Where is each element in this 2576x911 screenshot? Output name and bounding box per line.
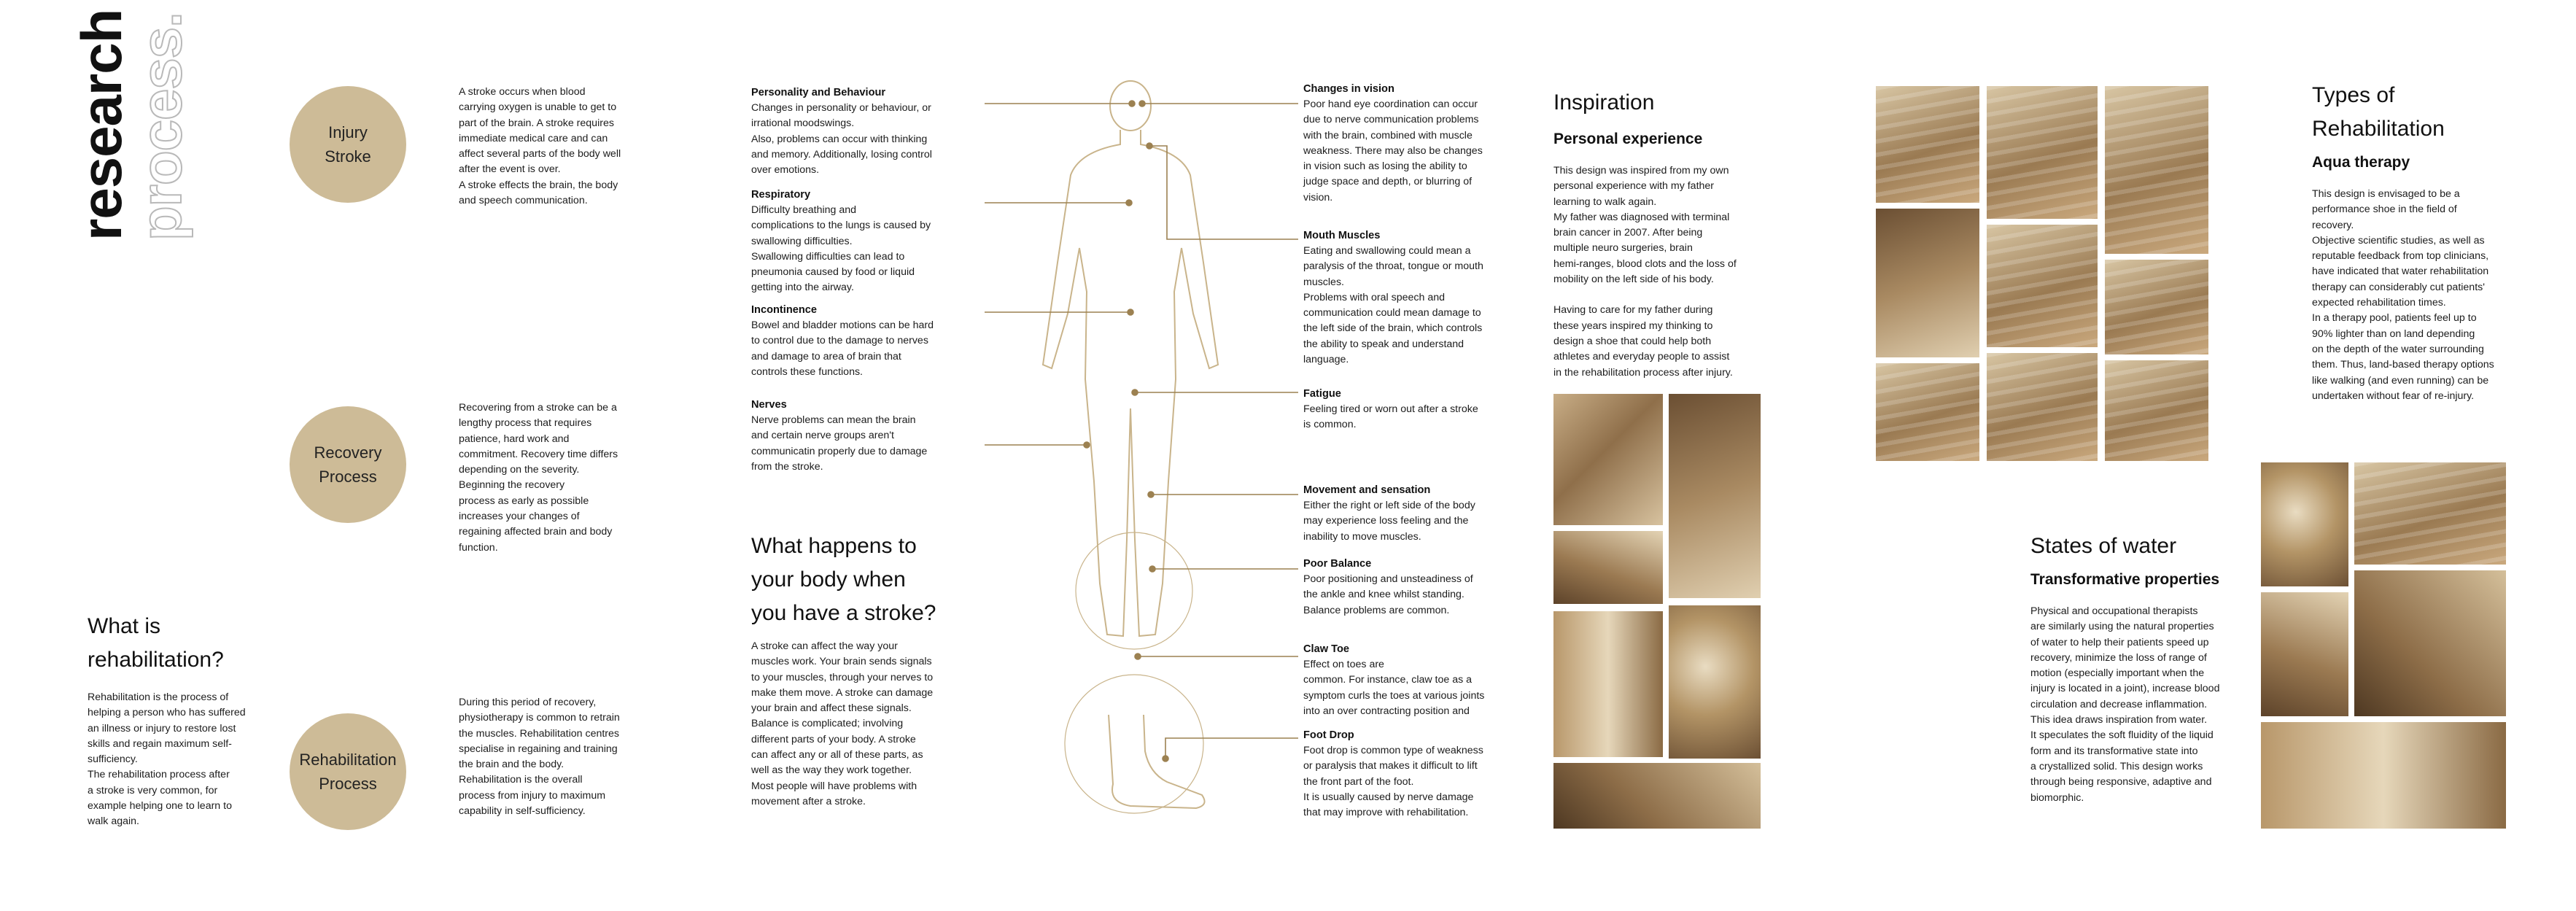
what-is-rehab-heading: What is rehabilitation?: [88, 614, 224, 672]
states-water-heading: States of water: [2030, 534, 2177, 558]
effect-balance: Poor Balance Poor positioning and unsteadiness of the ankle and knee whilst standing. Balance problems are common.: [1303, 558, 1473, 616]
connector-dot: [1148, 492, 1154, 497]
photo-aqua-3: [2105, 86, 2208, 254]
photo-aqua-4: [1876, 209, 1979, 357]
states-water-text: Physical and occupational therapists are similarly using the natural properties of water to help their patients speed up recovery, minimize the loss of range of motion (especially important when the injury is located in a joint), increase blood circulation and decrease inflammation. This idea draws inspiration from water. It speculates the soft fluidity of the liquid form and its transformative state into a crystallized solid. This design works through being responsive, adaptive and biomorphic.: [2030, 605, 2220, 804]
effect-mouth-muscles: Mouth Muscles Eating and swallowing could mean a paralysis of the throat, tongue or mouth muscles. Problems with oral speech and communication could mean damage to the left side of the brain, which controls the ability to speak and understand language.: [1303, 230, 1483, 366]
foot-zoom-circle: [1065, 675, 1203, 813]
recovery-process-circle: [290, 406, 406, 523]
connector-dot: [1126, 200, 1132, 206]
inspiration-heading: Inspiration: [1553, 90, 1655, 115]
title-word-process: process.: [129, 12, 193, 241]
connector-dot: [1149, 566, 1155, 572]
page-title: [69, 9, 193, 241]
connector-dot: [1132, 389, 1138, 395]
photo-water-3: [2261, 592, 2348, 716]
states-water-subheading: Transformative properties: [2030, 571, 2220, 588]
title-word-research: research: [69, 9, 133, 241]
what-is-rehab-text: Rehabilitation is the process of helping a person who has suffered an illness or injury to restore lost skills and regain maximum self- sufficiency. The rehabilitation process after a stroke is very common, for example helping one to learn to walk again.: [88, 691, 246, 828]
connector-dot: [1139, 101, 1145, 106]
effect-fatigue: Fatigue Feeling tired or worn out after a stroke is common.: [1303, 388, 1478, 431]
inspiration-subheading: Personal experience: [1553, 131, 1703, 147]
recovery-text: Recovering from a stroke can be a lengthy process that requires patience, hard work and commitment. Recovery time differs depending on the severity. Beginning the recovery process as early as possible increases your changes of regaining affected brain and body function.: [459, 402, 618, 554]
what-happens-section: [751, 530, 970, 810]
connector-dot: [1135, 654, 1141, 659]
photo-aqua-9: [2105, 360, 2208, 461]
photo-rehab-1: [1553, 394, 1663, 525]
connector-dot: [1128, 309, 1133, 315]
circle-label: Process: [319, 468, 377, 486]
injury-text: A stroke occurs when blood carrying oxygen is unable to get to part of the brain. A stroke requires immediate medical care and can affect several parts of the body well after the event is over. A stroke effects the brain, the body and speech communication.: [459, 86, 621, 207]
circle-label: Recovery: [314, 443, 382, 462]
photo-aqua-5: [1987, 225, 2098, 347]
photo-water-2: [2354, 462, 2506, 565]
what-is-rehab-section: [88, 610, 277, 830]
photo-aqua-7: [1876, 363, 1979, 461]
effect-movement: Movement and sensation Either the right or left side of the body may experience loss feeling and the inability to move muscles.: [1303, 484, 1475, 543]
injury-stroke-circle: [290, 86, 406, 203]
photo-water-5: [2261, 722, 2506, 829]
effect-claw-toe: Claw Toe Effect on toes are common. For instance, claw toe as a symptom curls the toes at various joints into an over contracting position and: [1303, 643, 1485, 717]
what-happens-heading: What happens to your body when you have a stroke?: [751, 534, 936, 625]
photo-aqua-2: [1987, 86, 2098, 219]
photo-rehab-4: [1553, 611, 1663, 757]
types-rehab-subheading: Aqua therapy: [2312, 154, 2410, 171]
photo-water-4: [2354, 570, 2506, 716]
photo-rehab-3: [1553, 531, 1663, 604]
circle-label: Process: [319, 775, 377, 793]
circle-label: Injury: [328, 123, 368, 142]
connector-mouth: [1149, 146, 1298, 239]
rehab-process-text: During this period of recovery, physiotherapy is common to retrain the muscles. Rehabilitation centres specialise in regaining and training the brain and the body. Rehabilitation is the overall process from injury to maximum capability in self-sufficiency.: [459, 697, 620, 818]
effect-incontinence: Incontinence Bowel and bladder motions can be hard to control due to the damage to nerves and damage to area of brain that controls these functions.: [751, 304, 934, 378]
inspiration-para-1: This design was inspired from my own personal experience with my father learning to walk again. My father was diagnosed with terminal brain cancer in 2007. After being multiple neuro surgeries, brain hemi-ranges, blood clots and the loss of mobility on the left side of his body.: [1553, 165, 1737, 286]
photo-rehab-2: [1669, 394, 1761, 598]
connector-dot: [1147, 143, 1152, 149]
effect-vision: Changes in vision Poor hand eye coordination can occur due to nerve communication problems with the brain, combined with muscle weakness. There may also be changes in vision such as losing the ability to judge space and depth, or blurring of vision.: [1303, 83, 1483, 203]
photo-aqua-6: [2105, 260, 2208, 354]
inspiration-para-2: Having to care for my father during these years inspired my thinking to design a shoe that could help both athletes and everyday people to assist in the rehabilitation process after injury.: [1553, 304, 1733, 379]
effect-personality: Personality and Behaviour Changes in personality or behaviour, or irrational moodswings. Also, problems can occur with thinking and memory. Additionally, losing control over emotions.: [751, 87, 932, 177]
photo-rehab-6: [1553, 763, 1761, 829]
photo-aqua-8: [1987, 353, 2098, 461]
connector-dot: [1163, 756, 1168, 761]
types-rehab-section: [2312, 79, 2531, 404]
circle-label: Stroke: [325, 147, 371, 166]
foot-outline: [1109, 715, 1205, 808]
what-happens-text: A stroke can affect the way your muscles work. Your brain sends signals to your muscles, through your nerves to make them move. A stroke can damage your brain and affect these signals. Balance is complicated; involving different parts of your body. A stroke can affect any or all of these parts, as well as the way they work together. Most people will have problems with movement after a stroke.: [751, 640, 934, 807]
states-water-section: [2030, 530, 2249, 806]
connector-dot: [1129, 101, 1135, 106]
photo-water-1: [2261, 462, 2348, 586]
effect-respiratory: Respiratory Difficulty breathing and complications to the lungs is caused by swallowing difficulties. Swallowing difficulties can lead to pneumonia caused by food or liquid getting into the airway.: [751, 189, 931, 294]
knee-zoom-circle: [1076, 532, 1192, 649]
circle-label: Rehabilitation: [299, 751, 397, 769]
effect-nerves: Nerves Nerve problems can mean the brain and certain nerve groups aren't communicatin properly due to damage from the stroke.: [751, 399, 928, 473]
effect-foot-drop: Foot Drop Foot drop is common type of weakness or paralysis that makes it difficult to lift the front part of the foot. It is usually caused by nerve damage that may improve with rehabilitation.: [1303, 729, 1483, 819]
connector-foot-drop: [1165, 738, 1298, 759]
rehabilitation-process-circle: [290, 713, 406, 830]
body-diagram: [977, 73, 1306, 839]
types-rehab-heading: Types of Rehabilitation: [2312, 83, 2445, 141]
inspiration-section: [1553, 86, 1772, 381]
photo-aqua-1: [1876, 86, 1979, 203]
connector-dot: [1084, 442, 1090, 448]
photo-rehab-5: [1669, 605, 1761, 759]
types-rehab-text: This design is envisaged to be a performance shoe in the field of recovery. Objective scientific studies, as well as reputable feedback from top clinicians, have indicated that water rehabilitation therapy can considerably cut patients' expected rehabilitation times. In a therapy pool, patients feel up to 90% lighter than on land depending on the depth of the water surrounding them. Thus, land-based therapy options like walking (and even running) can be undertaken without fear of re-injury.: [2312, 188, 2494, 402]
